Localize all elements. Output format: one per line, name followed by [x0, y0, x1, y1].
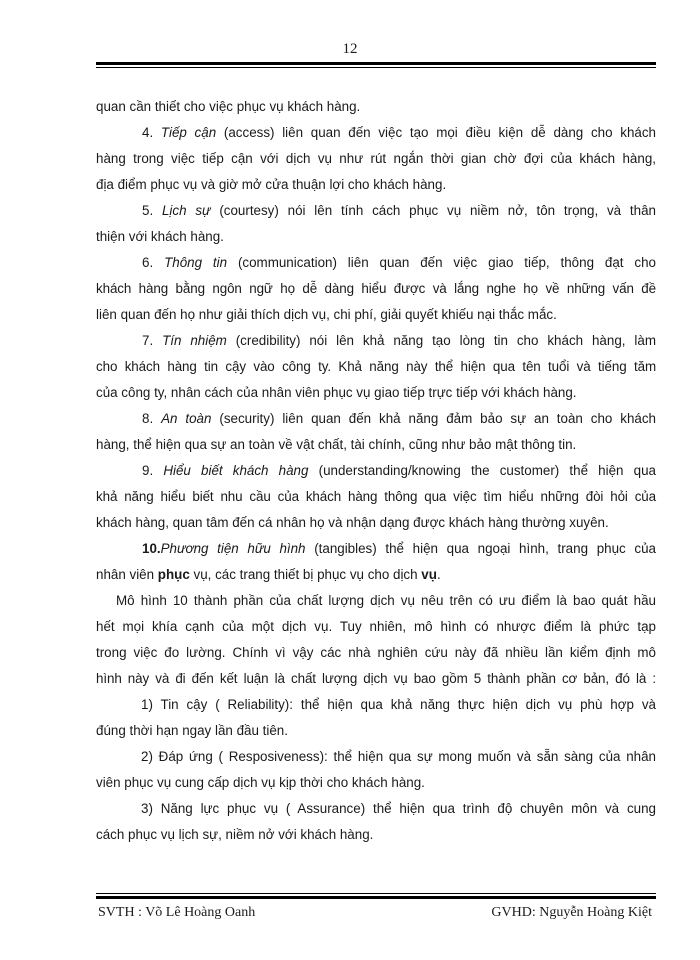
- header-rule: [96, 62, 656, 68]
- component-responsiveness: 2) Đáp ứng ( Resposiveness): thể hiện qua sự mong muốn và sẵn sàng của nhân viên phục vụ cung cấp dịch vụ kịp thời cho khách hàng.: [96, 749, 656, 790]
- component-assurance: 3) Năng lực phục vụ ( Assurance) thể hiện qua trình độ chuyên môn và cung cách phục vụ lịch sự, niềm nở với khách hàng.: [96, 801, 656, 842]
- paragraph-8: 8. An toàn (security) liên quan đến khả năng đảm bảo sự an toàn cho khách hàng, thể hiện qua sự an toàn về vật chất, tài chính, cũng như bảo mật thông tin.: [96, 411, 656, 452]
- paragraph-9: 9. Hiểu biết khách hàng (understanding/knowing the customer) thể hiện qua khả năng hiểu biết nhu cầu của khách hàng thông qua việc tìm hiểu những đòi hỏi của khách hàng, quan tâm đến cá nhân họ và nhận dạng được khách hàng thường xuyên.: [96, 463, 656, 530]
- footer-rule: [96, 893, 656, 899]
- term-tiep-can: Tiếp cận: [160, 125, 217, 140]
- summary-paragraph: Mô hình 10 thành phần của chất lượng dịch vụ nêu trên có ưu điểm là bao quát hầu hết mọi khía cạnh của một dịch vụ. Tuy nhiên, mô hình có nhược điểm là phức tạp trong việc đo lường. Chính vì vậy các nhà nghiên cứu này đã nhiều lần kiểm định mô hình này và đi đến kết luận là chất lượng dịch vụ bao gồm 5 thành phần cơ bản, đó là :: [96, 593, 656, 686]
- term-tin-nhiem: Tín nhiệm: [162, 333, 227, 348]
- term-hieu-biet: Hiểu biết khách hàng: [163, 463, 309, 478]
- footer-advisor: GVHD: Nguyễn Hoàng Kiệt: [491, 905, 652, 920]
- term-thong-tin: Thông tin: [164, 255, 228, 270]
- page-number: 12: [342, 41, 358, 57]
- term-lich-su: Lịch sự: [161, 203, 211, 218]
- component-reliability: 1) Tin cậy ( Reliability): thể hiện qua khả năng thực hiện dịch vụ phù hợp và đúng thời hạn ngay lần đầu tiên.: [96, 697, 656, 738]
- footer-student: SVTH : Võ Lê Hoàng Oanh: [98, 905, 256, 920]
- paragraph-4: 4. Tiếp cận (access) liên quan đến việc tạo mọi điều kiện dễ dàng cho khách hàng trong việc tiếp cận với dịch vụ như rút ngắn thời gian chờ đợi của khách hàng, địa điểm phục vụ và giờ mở cửa thuận lợi cho khách hàng.: [96, 125, 656, 192]
- paragraph-5: 5. Lịch sự (courtesy) nói lên tính cách phục vụ niềm nở, tôn trọng, và thân thiện với khách hàng.: [96, 203, 656, 244]
- paragraph-7: 7. Tín nhiệm (credibility) nói lên khả năng tạo lòng tin cho khách hàng, làm cho khách hàng tin cậy vào công ty. Khả năng này thể hiện qua tên tuổi và tiếng tăm của công ty, nhân cách của nhân viên phục vụ giao tiếp trực tiếp với khách hàng.: [96, 333, 656, 400]
- paragraph-3-end: quan cần thiết cho việc phục vụ khách hàng.: [96, 99, 361, 114]
- paragraph-6: 6. Thông tin (communication) liên quan đến việc giao tiếp, thông đạt cho khách hàng bằng ngôn ngữ họ dễ dàng hiểu được và lắng nghe họ về những vấn đề liên quan đến họ như giải thích dịch vụ, chi phí, giải quyết khiếu nại thắc mắc.: [96, 255, 656, 322]
- page-body: [96, 94, 656, 848]
- paragraph-10: 10.Phương tiện hữu hình (tangibles) thể hiện qua ngoại hình, trang phục của nhân viên phục vụ, các trang thiết bị phục vụ cho dịch vụ.: [96, 541, 656, 582]
- term-an-toan: An toàn: [161, 411, 212, 426]
- term-phuong-tien: Phương tiện hữu hình: [160, 541, 306, 556]
